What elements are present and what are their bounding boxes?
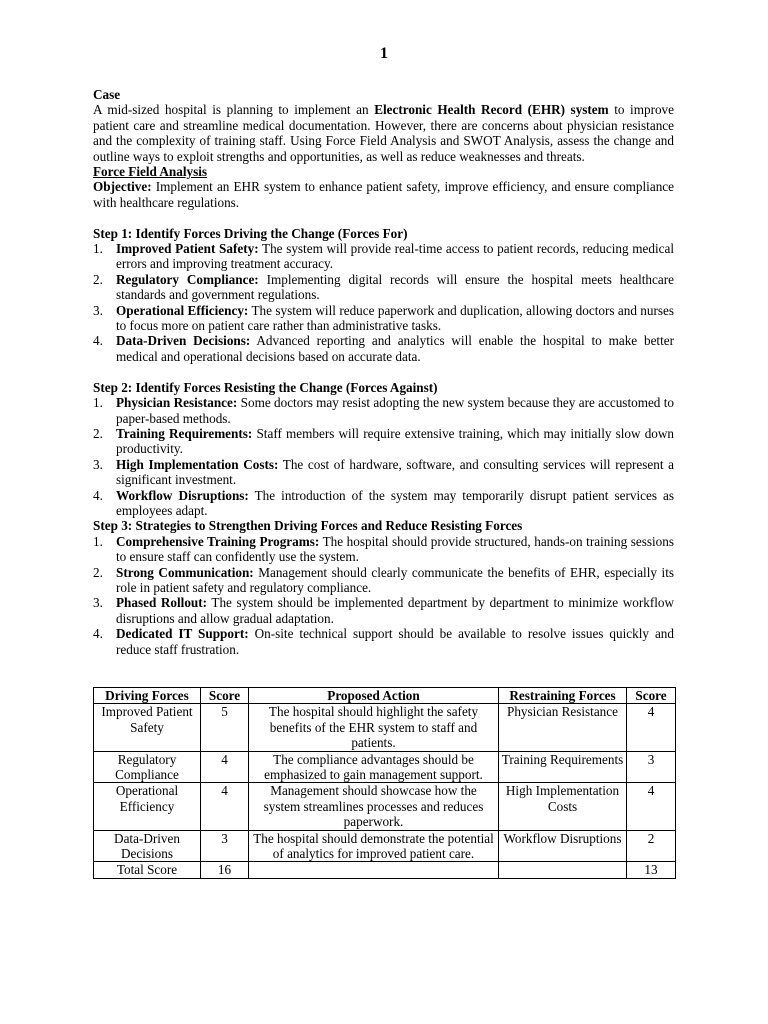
header-restraining-score: Score [627,688,676,704]
step2-list [93,395,674,518]
restraining-force-cell: High Implementation Costs [499,783,627,830]
list-item [93,272,674,303]
list-item [93,565,674,596]
list-item-number: 2. [93,564,103,580]
list-item-label: Strong Communication: [116,564,254,580]
driving-force-cell: Total Score [94,862,201,878]
list-item-label: Regulatory Compliance: [116,271,259,287]
list-item-text: The system should be implemented department by department to minimize workflow disruptions and allow gradual adaptation. [116,595,674,626]
driving-force-cell: Improved Patient Safety [94,704,201,751]
list-item [93,534,674,565]
restraining-score-cell: 13 [627,862,676,878]
list-item-number: 1. [93,533,103,549]
header-restraining-forces: Restraining Forces [499,688,627,704]
restraining-force-cell: Training Requirements [499,751,627,783]
step3-heading: Step 3: Strategies to Strengthen Driving Forces and Reduce Resisting Forces [93,518,523,534]
list-item-number: 4. [93,487,103,503]
list-item-number: 1. [93,395,103,411]
case-text-before: A mid-sized hospital is planning to implement an [93,102,375,118]
force-field-table [93,687,676,879]
list-item-label: Comprehensive Training Programs: [116,533,320,549]
proposed-action-cell: Management should showcase how the system streamlines processes and reduces paperwork. [249,783,499,830]
list-item [93,595,674,626]
list-item-text: The hospital should provide structured, hands-on training sessions to ensure staff can confidently use the system. [116,533,674,565]
list-item [93,395,674,426]
list-item-label: Workflow Disruptions: [116,487,249,503]
list-item-text: Staff members will require extensive training, which may initially slow down productivity. [116,425,674,457]
list-item-label: Dedicated IT Support: [116,626,249,642]
step1-list [93,241,674,364]
list-item-label: Phased Rollout: [116,595,208,611]
case-heading: Case [93,87,121,102]
table-row [94,704,676,751]
table-row [94,751,676,783]
list-item-label: Operational Efficiency: [116,302,249,318]
list-item [93,426,674,457]
list-item-number: 2. [93,425,103,441]
case-text-bold: Electronic Health Record (EHR) system [374,102,609,118]
list-item-label: Improved Patient Safety: [116,241,259,257]
list-item-text: The introduction of the system may temporarily disrupt patient services as employees adapt. [116,487,674,518]
proposed-action-cell: The hospital should highlight the safety benefits of the EHR system to staff and patients. [249,704,499,751]
driving-force-cell: Regulatory Compliance [94,751,201,783]
driving-score-cell: 3 [201,830,249,862]
list-item-text: The cost of hardware, software, and consulting services will represent a significant investment. [116,456,675,488]
driving-score-cell: 4 [201,751,249,783]
list-item-number: 1. [93,241,103,257]
restraining-force-cell [499,862,627,878]
step1-heading: Step 1: Identify Forces Driving the Change (Forces For) [93,225,408,241]
list-item-text: Management should clearly communicate the benefits of EHR, especially its role in patient safety and regulatory compliance. [116,564,675,595]
list-item-label: Physician Resistance: [116,395,238,411]
objective-paragraph [93,179,674,210]
proposed-action-cell: The compliance advantages should be emphasized to gain management support. [249,751,499,783]
restraining-score-cell: 4 [627,704,676,751]
list-item-number: 2. [93,271,103,287]
list-item [93,457,674,488]
table-body [94,704,676,878]
restraining-force-cell: Physician Resistance [499,704,627,751]
objective-text: Implement an EHR system to enhance patient safety, improve efficiency, and ensure compliance with healthcare regulations. [93,179,674,210]
driving-score-cell: 5 [201,704,249,751]
list-item-label: High Implementation Costs: [116,456,279,472]
force-field-heading: Force Field Analysis [93,164,208,180]
step2-heading: Step 2: Identify Forces Resisting the Change (Forces Against) [93,379,438,395]
step3-list [93,534,674,657]
list-item [93,303,674,334]
driving-force-cell: Operational Efficiency [94,783,201,830]
list-item-label: Data-Driven Decisions: [116,333,251,349]
header-driving-forces: Driving Forces [94,688,201,704]
list-item-number: 4. [93,333,103,349]
document-body [93,87,674,657]
list-item-text: Advanced reporting and analytics will enable the hospital to make better medical and operational decisions based on accurate data. [116,333,674,364]
list-item-text: Implementing digital records will ensure the hospital meets healthcare standards and government regulations. [116,271,674,303]
table-header-row [94,688,676,704]
case-paragraph [93,102,674,164]
list-item-number: 3. [93,595,103,611]
driving-score-cell: 4 [201,783,249,830]
list-item-number: 3. [93,456,103,472]
table-row [94,862,676,878]
proposed-action-cell [249,862,499,878]
restraining-score-cell: 4 [627,783,676,830]
objective-label: Objective: [93,179,152,195]
table-row [94,783,676,830]
case-text-after: to improve patient care and streamline medical documentation. However, there are concerns about physician resistance and the complexity of training staff. Using Force Field Analysis and SWOT Analysis, assess the change and outline ways to exploit strengths and opportunities, as well as reduce weaknesses and threats. [93,102,675,164]
proposed-action-cell: The hospital should demonstrate the potential of analytics for improved patient care. [249,830,499,862]
list-item-label: Training Requirements: [116,425,253,441]
list-item-text: On-site technical support should be available to resolve issues quickly and reduce staff frustration. [116,626,674,657]
restraining-force-cell: Workflow Disruptions [499,830,627,862]
driving-score-cell: 16 [201,862,249,878]
header-proposed-action: Proposed Action [249,688,499,704]
list-item-text: The system will reduce paperwork and duplication, allowing doctors and nurses to focus more on patient care rather than administrative tasks. [116,302,674,334]
header-driving-score: Score [201,688,249,704]
restraining-score-cell: 3 [627,751,676,783]
list-item [93,241,674,272]
page-number: 1 [380,45,388,62]
list-item [93,488,674,519]
list-item-number: 4. [93,626,103,642]
restraining-score-cell: 2 [627,830,676,862]
table-row [94,830,676,862]
list-item-text: Some doctors may resist adopting the new system because they are accustomed to paper-based methods. [116,395,674,426]
list-item-text: The system will provide real-time access to patient records, reducing medical errors and improving treatment accuracy. [116,241,674,272]
list-item-number: 3. [93,302,103,318]
list-item [93,626,674,657]
list-item [93,333,674,364]
driving-force-cell: Data-Driven Decisions [94,830,201,862]
